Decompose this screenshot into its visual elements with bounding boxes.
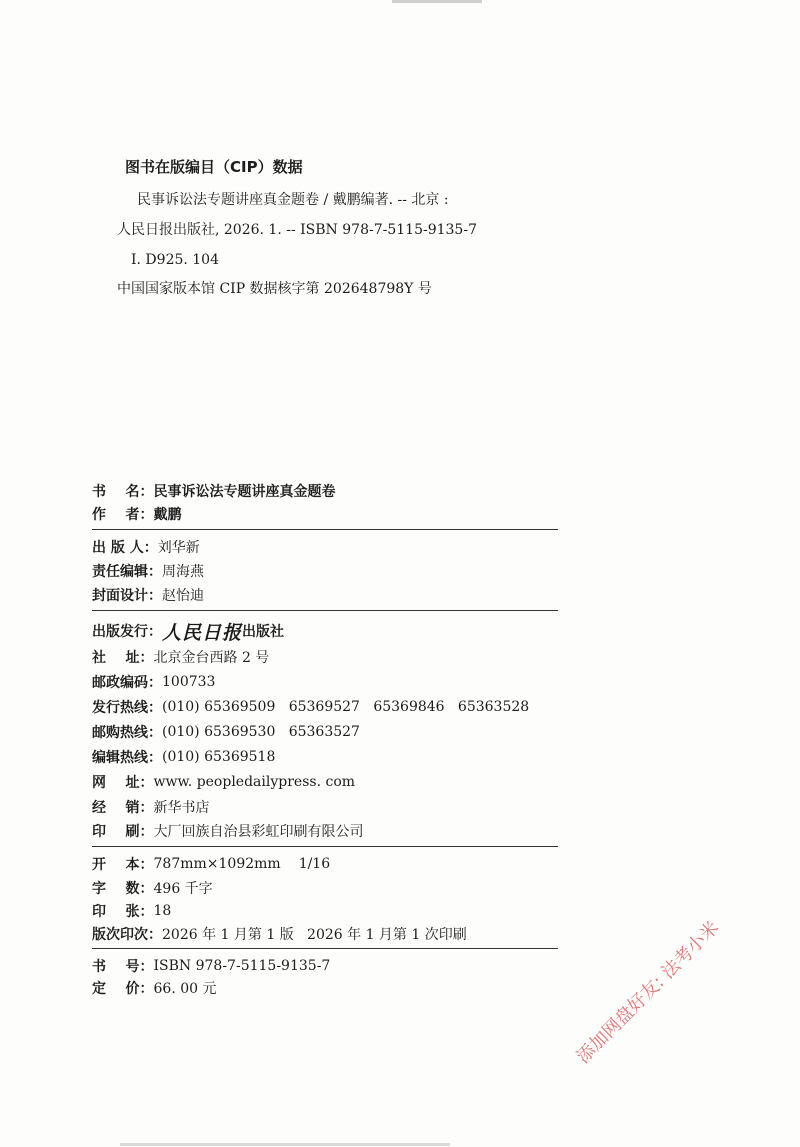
- value-sheets: 18: [153, 903, 172, 919]
- value-printer: 大厂回族自治县彩虹印刷有限公司: [153, 824, 364, 840]
- watermark-text: 添加网盘好友: 法考小米: [572, 917, 724, 1068]
- row-isbn: [92, 955, 330, 977]
- cip-title: 图书在版编目（CIP）数据: [125, 158, 303, 176]
- row-sales-hotline: [92, 696, 529, 718]
- scan-mark-bottom: [120, 1143, 450, 1146]
- value-book-name: 民事诉讼法专题讲座真金题卷: [153, 484, 336, 500]
- divider-1: [92, 529, 558, 530]
- label-price: 定 价：: [92, 981, 154, 997]
- row-edit-hotline: [92, 746, 275, 768]
- row-book-name: [92, 480, 336, 502]
- value-mail-hotline: (010) 65369530 65363527: [162, 724, 360, 740]
- cip-line-3: Ⅰ. D925. 104: [131, 252, 219, 268]
- row-mail-hotline: [92, 721, 360, 743]
- row-editor: [92, 560, 204, 582]
- row-publisher-person: [92, 536, 200, 558]
- cip-line-1: 民事诉讼法专题讲座真金题卷 / 戴鹏编著. -- 北京 :: [137, 192, 449, 208]
- value-format-size: 1/16: [298, 856, 331, 872]
- value-word-count: 496 千字: [153, 881, 213, 897]
- label-sheets: 印 张：: [92, 904, 154, 920]
- row-format: [92, 853, 330, 875]
- label-distributor: 经 销：: [92, 800, 154, 816]
- value-website: www. peopledailypress. com: [153, 774, 356, 790]
- value-edit-hotline: (010) 65369518: [162, 749, 276, 765]
- publisher-logo: 人民日报: [162, 621, 243, 644]
- label-printer: 印 刷：: [92, 824, 154, 840]
- value-distributor: 新华书店: [153, 800, 210, 816]
- value-publisher-person: 刘华新: [157, 540, 200, 556]
- value-author: 戴鹏: [153, 507, 182, 523]
- publisher-suffix: 出版社: [242, 624, 285, 640]
- divider-3: [92, 846, 558, 847]
- label-format: 开 本：: [92, 857, 154, 873]
- value-price: 66. 00 元: [153, 981, 217, 997]
- label-editor: 责任编辑：: [92, 564, 162, 580]
- cip-line-2: 人民日报出版社, 2026. 1. -- ISBN 978-7-5115-9135-7: [117, 222, 477, 238]
- row-printer: [92, 820, 364, 842]
- label-isbn: 书 号：: [92, 959, 154, 975]
- value-format: 787mm×1092mm: [153, 856, 281, 872]
- label-publisher: 出版发行：: [92, 624, 162, 640]
- value-isbn: ISBN 978-7-5115-9135-7: [153, 958, 331, 974]
- row-author: [92, 503, 182, 525]
- row-address: [92, 646, 269, 668]
- row-edition: [92, 923, 467, 945]
- label-postcode: 邮政编码：: [92, 675, 162, 691]
- row-publisher: [92, 620, 284, 642]
- value-cover-design: 赵怡迪: [162, 588, 204, 604]
- row-postcode: [92, 671, 215, 693]
- label-sales-hotline: 发行热线：: [92, 700, 162, 716]
- label-publisher-person: 出 版 人：: [92, 540, 158, 556]
- value-edition: 2026 年 1 月第 1 版 2026 年 1 月第 1 次印刷: [162, 927, 467, 943]
- label-cover-design: 封面设计：: [92, 588, 162, 604]
- row-website: [92, 771, 355, 793]
- label-book-name: 书 名：: [92, 484, 154, 500]
- label-website: 网 址：: [92, 775, 154, 791]
- label-mail-hotline: 邮购热线：: [92, 725, 162, 741]
- row-distributor: [92, 796, 210, 818]
- label-edition: 版次印次：: [92, 927, 162, 943]
- divider-4: [92, 948, 558, 949]
- row-price: [92, 977, 216, 999]
- row-word-count: [92, 877, 213, 899]
- value-sales-hotline: (010) 65369509 65369527 65369846 65363528: [162, 699, 530, 715]
- label-author: 作 者：: [92, 507, 154, 523]
- value-postcode: 100733: [162, 674, 216, 690]
- value-editor: 周海燕: [162, 564, 204, 580]
- value-address: 北京金台西路 2 号: [153, 650, 270, 666]
- row-cover-design: [92, 584, 204, 606]
- cip-line-4: 中国国家版本馆 CIP 数据核字第 202648798Y 号: [117, 281, 432, 297]
- divider-2: [92, 610, 558, 611]
- label-address: 社 址：: [92, 650, 154, 666]
- label-word-count: 字 数：: [92, 881, 154, 897]
- row-sheets: [92, 900, 171, 922]
- label-edit-hotline: 编辑热线：: [92, 750, 162, 766]
- scan-mark-top: [392, 0, 482, 3]
